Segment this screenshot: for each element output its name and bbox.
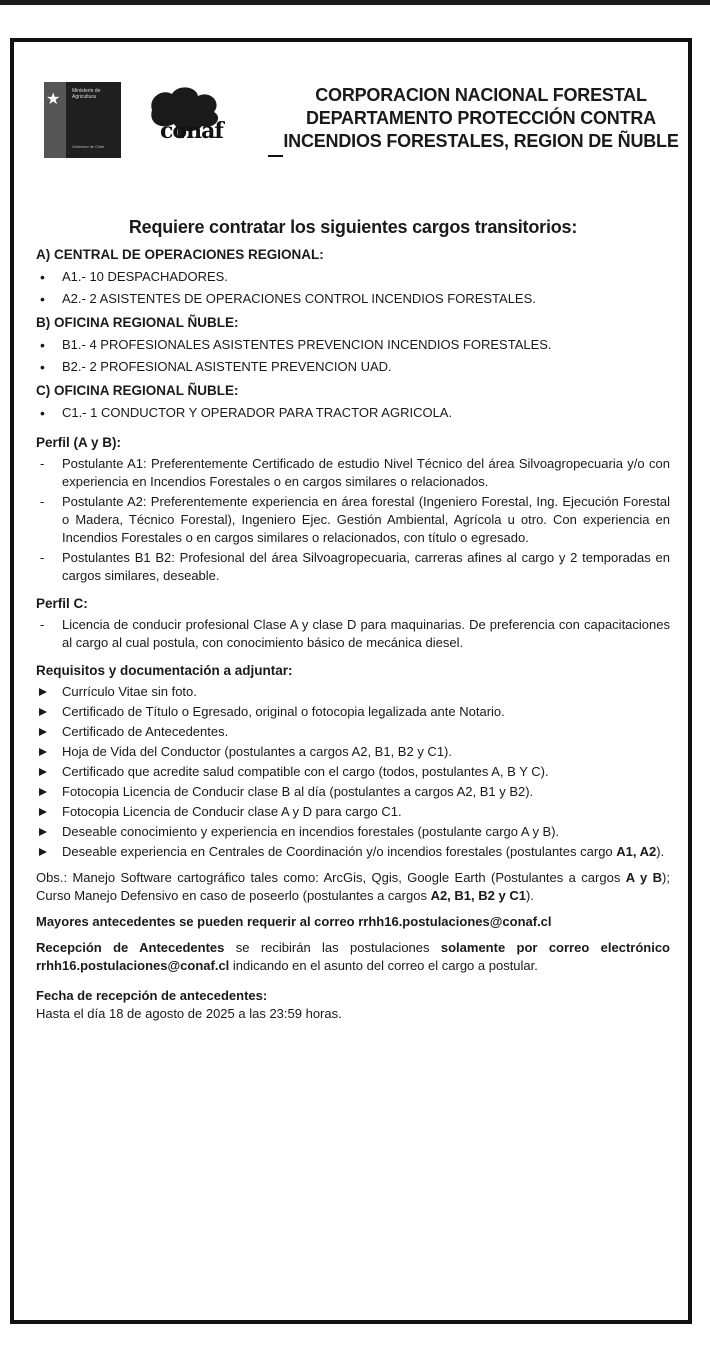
list-item: - Postulante A2: Preferentemente experiencia en área forestal (Ingeniero Forestal, Ing. Ejecución Forestal o Madera, Técnico Forestal), Ingeniero Ejec. Gestión Ambiental, Agrícola u otro. Con experiencia en Incendios Forestales o en cargos similares o relacionados, con título o egresado. [36,493,670,547]
section-b-title: B) OFICINA REGIONAL ÑUBLE: [36,315,239,330]
list-item: Fotocopia Licencia de Conducir clase A y D para cargo C1. [36,803,670,821]
perfil-ab-title: Perfil (A y B): [36,435,122,450]
list-item: - Postulantes B1 B2: Profesional del área Silvoagropecuaria, carreras afines al cargo y 2 temporadas en cargos similares, deseable. [36,549,670,585]
section-c-title: C) OFICINA REGIONAL ÑUBLE: [36,383,239,398]
perfil-c-list [36,616,670,652]
header-title [266,84,696,153]
header-title-line-3: INCENDIOS FORESTALES, REGION DE ÑUBLE [283,131,679,151]
header-title-line-1: CORPORACION NACIONAL FORESTAL [315,85,647,105]
fecha-title: Fecha de recepción de antecedentes: [36,988,268,1003]
section-c-list [36,404,670,422]
header-title-line-2: DEPARTAMENTO PROTECCIÓN CONTRA [305,108,656,128]
list-item: Certificado que acredite salud compatible con el cargo (todos, postulantes A, B Y C). [36,763,670,781]
mayores-antecedentes: Mayores antecedentes se pueden requerir al correo rrhh16.postulaciones@conaf.cl [36,914,552,929]
list-item: • A1.- 10 DESPACHADORES. [36,268,670,286]
list-item: • A2.- 2 ASISTENTES DE OPERACIONES CONTROL INCENDIOS FORESTALES. [36,290,670,308]
list-item: • B2.- 2 PROFESIONAL ASISTENTE PREVENCION UAD. [36,358,670,376]
observaciones: Obs.: Manejo Software cartográfico tales como: ArcGis, Qgis, Google Earth (Postulantes a cargos A y B); Curso Manejo Defensivo en caso de poseerlo (postulantes a cargos A2, B1, B2 y C1). [36,870,670,903]
list-item: • B1.- 4 PROFESIONALES ASISTENTES PREVENCION INCENDIOS FORESTALES. [36,336,670,354]
list-item: Currículo Vitae sin foto. [36,683,670,701]
ad-header [36,62,679,162]
ad-subtitle: Requiere contratar los siguientes cargos transitorios: [128,217,578,237]
job-ad-frame [10,38,692,1324]
requisitos-title: Requisitos y documentación a adjuntar: [36,663,293,678]
star-icon: ★ [46,91,61,108]
list-item: Deseable experiencia en Centrales de Coordinación y/o incendios forestales (postulantes cargo A1, A2). [36,843,670,861]
conaf-wordmark: conaf [160,118,223,144]
list-item: Certificado de Título o Egresado, original o fotocopia legalizada ante Notario. [36,703,670,721]
requisitos-list [36,683,670,861]
section-b-list [36,336,670,376]
top-rule [0,0,710,5]
perfil-c-title: Perfil C: [36,596,88,611]
gobierno-chile-logo [44,82,121,158]
list-item: Deseable conocimiento y experiencia en incendios forestales (postulante cargo A y B). [36,823,670,841]
gov-logo-subtext: Gobierno de Chile [72,144,105,149]
list-item: - Postulante A1: Preferentemente Certificado de estudio Nivel Técnico del área Silvoagropecuaria y/o con experiencia en Incendios Forestales o en cargos similares o relacionados. [36,455,670,491]
perfil-ab-list [36,455,670,585]
section-a-title: A) CENTRAL DE OPERACIONES REGIONAL: [36,247,324,262]
job-ad-content [36,62,679,1031]
list-item: Fotocopia Licencia de Conducir clase B al día (postulantes a cargos A2, B1 y B2). [36,783,670,801]
list-item: • C1.- 1 CONDUCTOR Y OPERADOR PARA TRACTOR AGRICOLA. [36,404,670,422]
section-a-list [36,268,670,308]
list-item: - Licencia de conducir profesional Clase A y clase D para maquinarias. De preferencia con capacitaciones al cargo al cual postula, con conocimiento básico de mecánica diesel. [36,616,670,652]
conaf-logo [138,80,283,170]
fecha-recepcion [36,987,670,1023]
recepcion-antecedentes: Recepción de Antecedentes se recibirán las postulaciones solamente por correo electrónico rrhh16.postulaciones@conaf.cl indicando en el asunto del correo el cargo a postular. [36,940,670,973]
gov-logo-text: Ministerio de Agricultura [72,88,101,100]
fecha-text: Hasta el día 18 de agosto de 2025 a las 23:59 horas. [36,1006,342,1021]
list-item: Hoja de Vida del Conductor (postulantes a cargos A2, B1, B2 y C1). [36,743,670,761]
list-item: Certificado de Antecedentes. [36,723,670,741]
